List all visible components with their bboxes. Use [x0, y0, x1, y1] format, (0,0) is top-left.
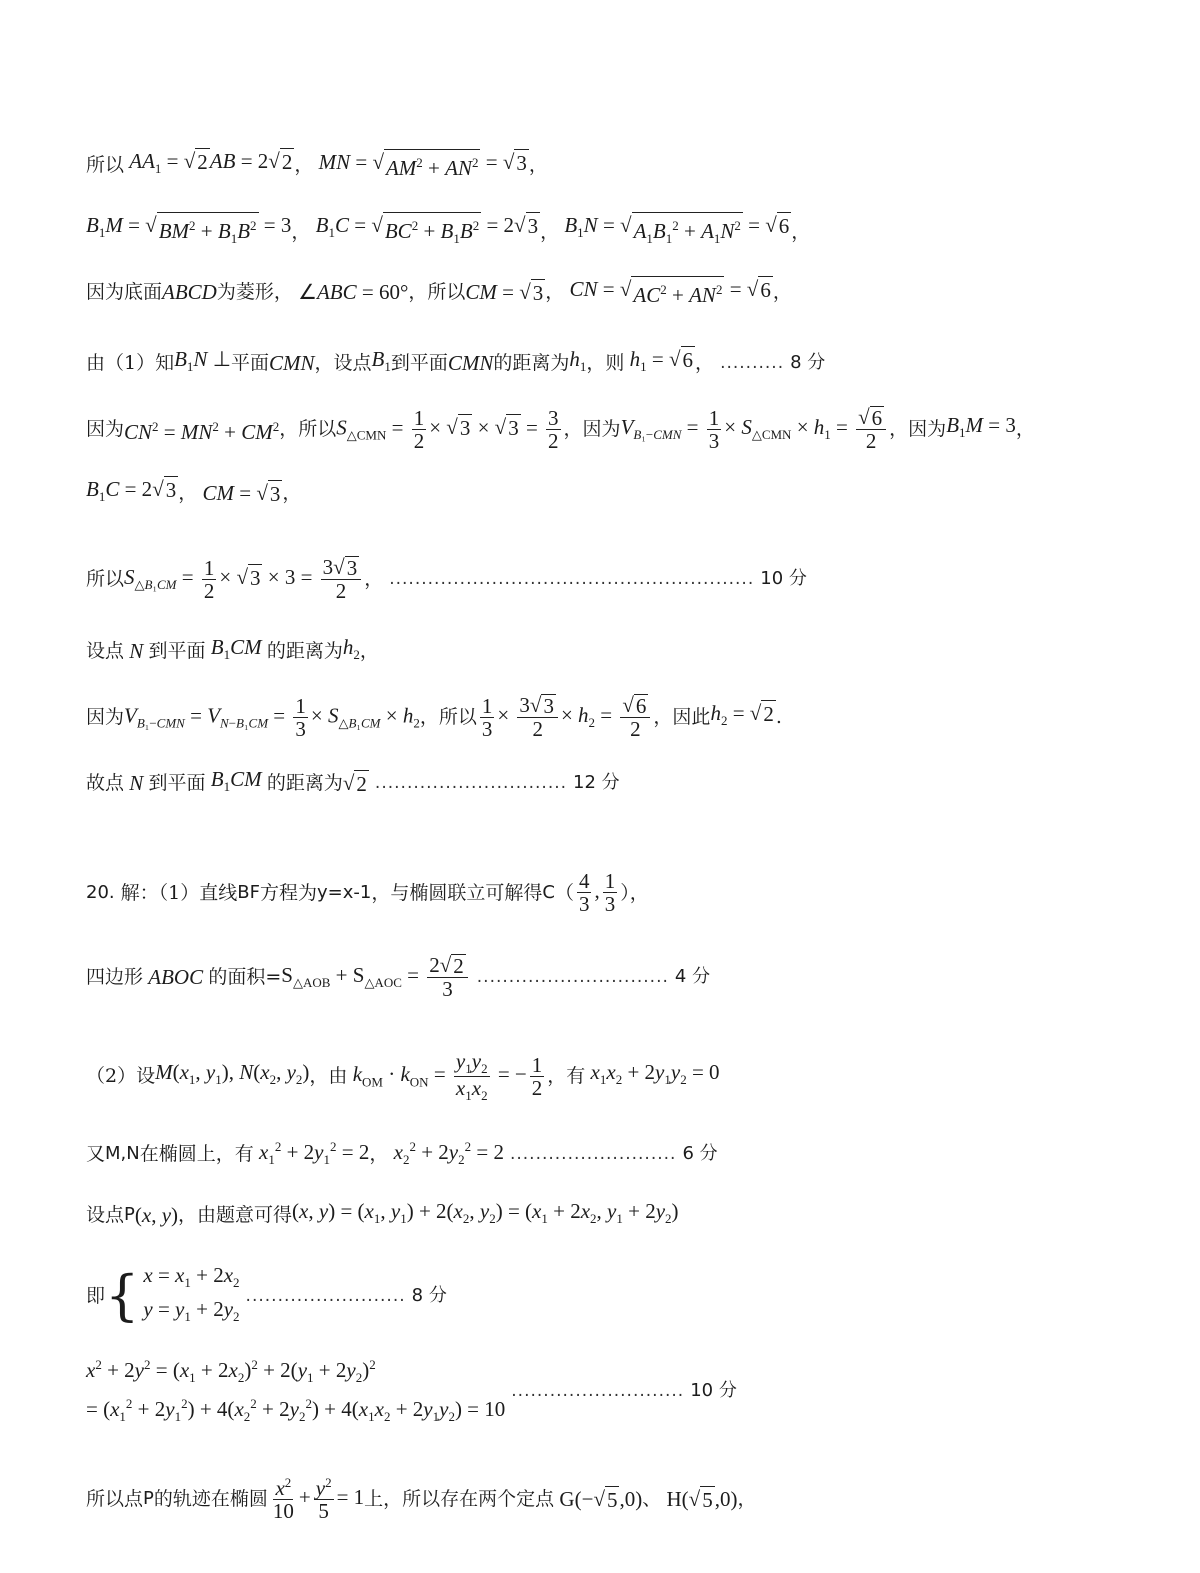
score-10-b: 10 分 — [690, 1380, 737, 1402]
solution-line-1: 所以 $AA_1$ = √ 2 AB = 2 √ 2 ， MN = √ $AM^2 + AN^2$ = √ 3 ， — [86, 149, 548, 181]
solution-line-8: 设点 N 到平面 $B_1CM$ 的距离为 $h_2$ ， — [86, 635, 379, 664]
solution-line-4: 由（1）知 $B_1N$ ⊥ 平面 CMN ，设点 $B_1$ 到平面 CMN 的距离为 $h_1$ ，则 $h_1$ = √ 6 ， .......... 8 分 — [86, 347, 826, 376]
solution-line-15: 设点 P (x, y) ，由题意可得 (x, $y) = (x_1$, $y_1) + 2(x_2$, $y_2) = (x_1 + 2x_2$, $y_1 + 2y_2$) — [86, 1199, 679, 1228]
solution-line-12: 四边形 ABOC 的面积= $S_{\triangle AOB} + S_{\triangle AOC}$ = 2 √ 2 3 .............................. 4 分 — [86, 953, 711, 1002]
score-4: 4 分 — [674, 966, 711, 988]
solution-line-14: 又 M,N 在椭圆上，有 $x_1^2 + 2y_1^2 = 2$ ， $x_2^2 + 2y_2^2 = 2$ .......................... 6 分 — [86, 1139, 718, 1168]
solution-line-11: 20. 解：（1）直线 BF 方程为 y=x-1 ，与椭圆联立可解得 C （ $\frac{4}{3}$ , $\frac{1}{3}$ ）， — [86, 869, 649, 917]
solution-line-16: 即 { $x = x_1 + 2x_2$ $y = y_1 + 2y_2$ ......................... 8 分 — [86, 1263, 447, 1328]
solution-line-7: 所以 $S_{\triangle B_1CM}$ = $\frac{1}{2}$ × √ 3 × 3 = 3 √ 3 2 ， ......................................................... 10 分 — [86, 555, 807, 604]
score-8-a: 8 分 — [790, 352, 826, 374]
score-8-b: 8 分 — [411, 1285, 447, 1307]
solution-line-6: $B_1C = 2$ √ 3 ， CM = √ 3 ， — [86, 477, 302, 506]
solution-line-3: 因为底面 ABCD 为菱形， ∠ABC = 60° ，所以 CM = √ 3 ， CN = √ $AC^2 + AN^2$ = √ 6 ， — [86, 277, 792, 307]
solution-line-17: $x^2 + 2y^2 = (x_1 + 2x_2)^2 + 2(y_1 + 2y_2)^2$ = $(x_1^2 + 2y_1^2) + 4(x_2^2 + 2y_2^2) + 4(x_1x_2 + 2y_1y_2) = 10$ ........................... 10 分 — [86, 1357, 737, 1425]
solution-line-10: 故点 N 到平面 $B_1CM$ 的距离为 √ 2 .............................. 12 分 — [86, 767, 620, 796]
solution-line-18: 所以点 P 的轨迹在椭圆 $\frac{x^2}{10}$ + $\frac{y^2}{5}$ = 1 上，所以存在两个定点 G(− √ 5 ,0) 、 H( √ 5 ,0) ， — [86, 1475, 757, 1524]
solution-line-5: 因为 $CN^2 = MN^2 + CM^2$ ，所以 $S_{\triangle CMN}$ = $\frac{1}{2}$ × √ 3 × √ 3 = $\frac{3}{2}$ ，因为 $V_{B_1-CMN}$ = $\frac{1}{3}$ × $S_{\triangle CMN} \times h_1$ = √ 6 2 ，因为 $B_1M = 3$ ， — [86, 405, 1035, 454]
solution-line-13: （2）设 $M(x_1$, $y_1$), $N(x_2$, $y_2$) ，由 $k_{OM} \cdot k_{ON}$ = $\frac{y_1y_2}{x_1x_2}$ = − $\frac{1}{2}$ ，有 $x_1x_2 + 2y_1y_2 = 0$ — [86, 1049, 720, 1104]
score-10-a: 10 分 — [760, 568, 807, 590]
solution-line-9: 因为 $V_{B_1-CMN} = V_{N-B_1CM}$ = $\frac{1}{3}$ × $S_{\triangle B_1CM} \times h_2$ ，所以 $\frac{1}{3}$ × 3 √ 3 2 × $h_2$ = √ 6 2 ，因此 $h_2$ = √ 2 . — [86, 693, 782, 742]
score-6: 6 分 — [682, 1142, 718, 1164]
solution-line-2: $B_1M$ = √ $BM^2 + B_1B^2$ = 3 ， $B_1C$ = √ $BC^2 + B_1B^2$ = 2 √ 3 ， $B_1N$ = √ $A_1B_1^2 + A_1N^2$ = √ 6 ， — [86, 212, 810, 252]
score-12: 12 分 — [573, 772, 620, 794]
